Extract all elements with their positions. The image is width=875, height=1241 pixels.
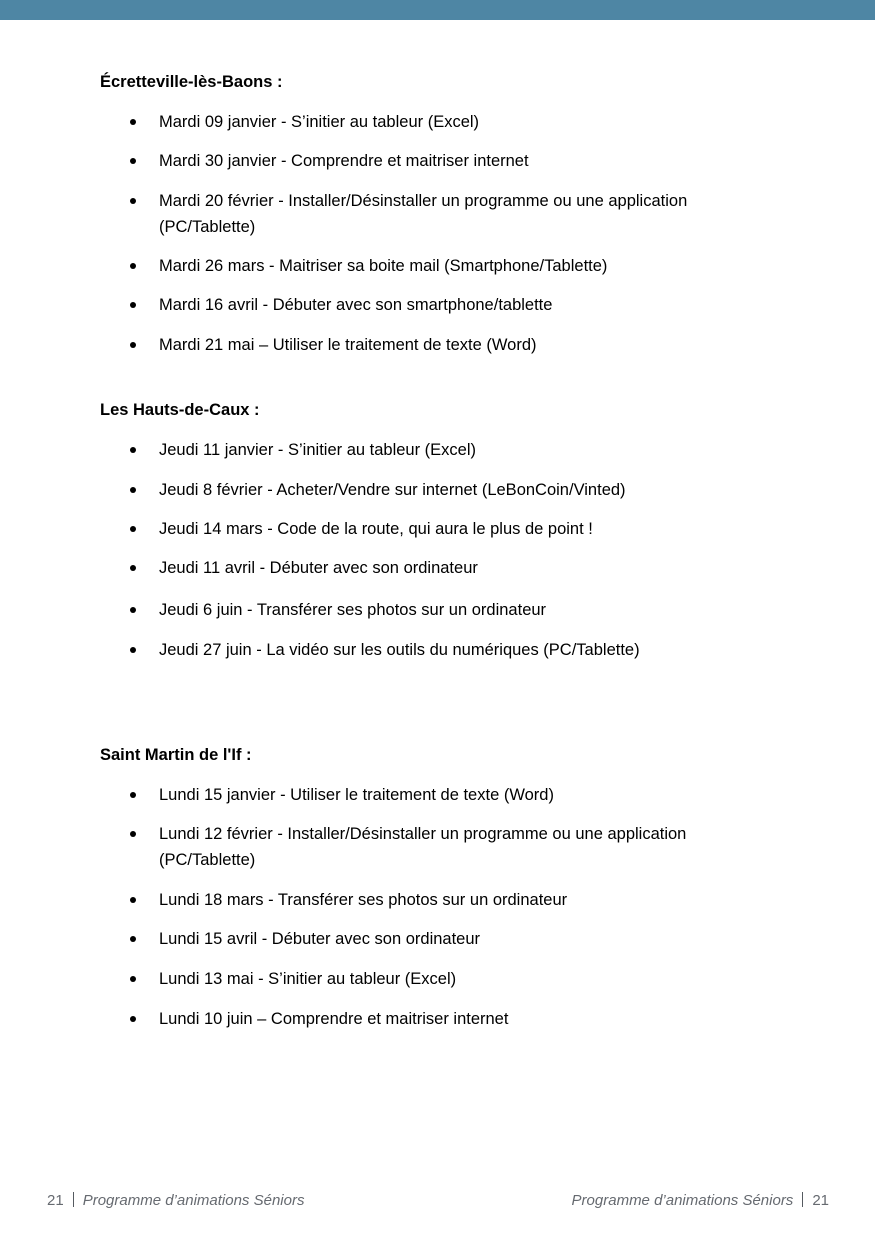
list-item: Mardi 16 avril - Débuter avec son smartphone/tablette xyxy=(159,292,769,318)
footer-right xyxy=(572,1191,829,1211)
list-item: Mardi 20 février - Installer/Désinstaller un programme ou une application (PC/Tablette) xyxy=(159,188,769,240)
bullet-icon xyxy=(130,897,136,903)
bullet-icon xyxy=(130,831,136,837)
bullet-icon xyxy=(130,119,136,125)
header-color-band xyxy=(0,0,875,20)
list-item: Jeudi 6 juin - Transférer ses photos sur un ordinateur xyxy=(159,597,769,623)
list-item: Jeudi 11 janvier - S’initier au tableur (Excel) xyxy=(159,437,769,463)
list-item: Mardi 09 janvier - S’initier au tableur (Excel) xyxy=(159,109,769,135)
list-item: Jeudi 11 avril - Débuter avec son ordinateur xyxy=(159,555,769,581)
list-item: Jeudi 14 mars - Code de la route, qui aura le plus de point ! xyxy=(159,516,769,542)
bullet-icon xyxy=(130,198,136,204)
list-item: Lundi 15 avril - Débuter avec son ordinateur xyxy=(159,926,769,952)
footer-title-right: Programme d’animations Séniors xyxy=(571,1192,794,1209)
bullet-icon xyxy=(130,263,136,269)
bullet-icon xyxy=(130,936,136,942)
bullet-icon xyxy=(130,302,136,308)
list-item: Mardi 21 mai – Utiliser le traitement de texte (Word) xyxy=(159,332,769,358)
list-item: Mardi 30 janvier - Comprendre et maitriser internet xyxy=(159,148,769,174)
list-item: Mardi 26 mars - Maitriser sa boite mail (Smartphone/Tablette) xyxy=(159,253,769,279)
bullet-icon xyxy=(130,1016,136,1022)
bullet-icon xyxy=(130,792,136,798)
bullet-icon xyxy=(130,607,136,613)
list-item: Lundi 18 mars - Transférer ses photos sur un ordinateur xyxy=(159,887,769,913)
bullet-icon xyxy=(130,342,136,348)
list-item: Jeudi 8 février - Acheter/Vendre sur internet (LeBonCoin/Vinted) xyxy=(159,477,769,503)
list-item: Lundi 10 juin – Comprendre et maitriser internet xyxy=(159,1006,769,1032)
footer-title-left: Programme d’animations Séniors xyxy=(82,1192,305,1209)
footer-separator xyxy=(802,1192,803,1207)
section-title-hauts-de-caux: Les Hauts-de-Caux : xyxy=(100,401,260,419)
list-item: Lundi 15 janvier - Utiliser le traitement de texte (Word) xyxy=(159,782,769,808)
list-item: Lundi 13 mai - S’initier au tableur (Excel) xyxy=(159,966,769,992)
list-item: Lundi 12 février - Installer/Désinstaller un programme ou une application (PC/Tablette) xyxy=(159,821,769,873)
footer-separator xyxy=(73,1192,74,1207)
bullet-icon xyxy=(130,158,136,164)
bullet-icon xyxy=(130,526,136,532)
footer-page-number-left: 21 xyxy=(47,1192,64,1209)
section-title-ecretteville: Écretteville-lès-Baons : xyxy=(100,73,283,91)
bullet-icon xyxy=(130,447,136,453)
bullet-icon xyxy=(130,647,136,653)
bullet-icon xyxy=(130,565,136,571)
section-title-saint-martin: Saint Martin de l'If : xyxy=(100,746,252,764)
footer-page-number-right: 21 xyxy=(812,1192,829,1209)
bullet-icon xyxy=(130,487,136,493)
bullet-icon xyxy=(130,976,136,982)
list-item: Jeudi 27 juin - La vidéo sur les outils du numériques (PC/Tablette) xyxy=(159,637,769,663)
footer-left xyxy=(47,1191,304,1211)
